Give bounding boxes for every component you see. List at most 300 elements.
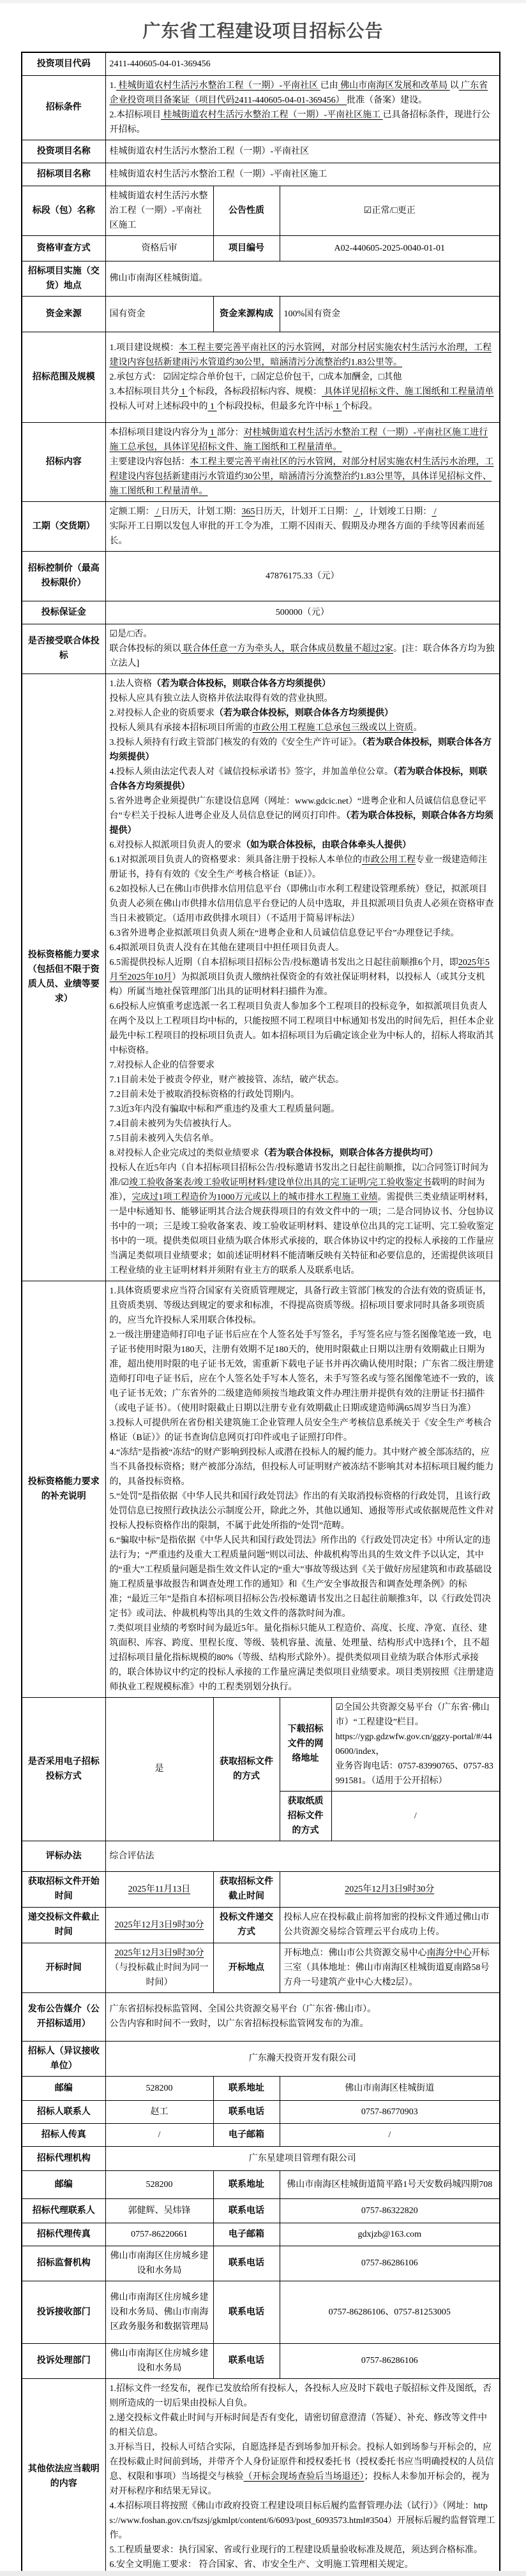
agency-contact-address-value xyxy=(280,2170,500,2198)
text-segment: 6.安全文明施工要求： 符合国家、省、市安全生产、文明施工管理相关规定。 xyxy=(109,2559,414,2570)
text-segment: 资金来源构成 xyxy=(220,309,273,319)
document-obtain-deadline-value xyxy=(280,1871,500,1907)
text-segment: 资格后审 xyxy=(141,243,177,253)
paragraph xyxy=(110,2381,496,2411)
text-segment: 是否采用电子招标投标方式 xyxy=(27,1756,100,1781)
text-segment: （若为联合体投标，则联合体各方均须提供） xyxy=(152,679,331,689)
tender-scope-and-scale-value xyxy=(105,332,500,422)
electronic-bidding-label xyxy=(22,1697,105,1841)
text-segment: 发布公告媒介（公开招标适用） xyxy=(27,2005,100,2029)
paragraph xyxy=(284,2227,496,2242)
text-segment: 电子邮箱 xyxy=(229,2229,264,2239)
paragraph xyxy=(110,794,496,838)
tender-project-name-value xyxy=(105,163,500,186)
text-segment: 3.本招标项目共分 xyxy=(109,386,179,397)
electronic-bidding-value xyxy=(105,1697,213,1841)
paragraph xyxy=(110,642,496,671)
complaint-handling-phone-value xyxy=(280,2343,500,2378)
text-segment: 已具备招标条件，现进行公开招标。 xyxy=(109,110,490,135)
text-segment: 7.5目前未被列入失信名单。 xyxy=(109,1133,219,1144)
project-number-value xyxy=(280,235,500,261)
agency-contact-address-label xyxy=(213,2170,280,2198)
tenderer-email-value xyxy=(280,2123,500,2146)
paragraph xyxy=(110,455,496,499)
text-segment: 市政公用工程 xyxy=(362,855,416,865)
paragraph xyxy=(110,1087,496,1102)
paragraph xyxy=(284,1946,496,1990)
text-segment: 1.法人资格 xyxy=(109,679,152,689)
agency-phone-label xyxy=(213,2198,280,2223)
paragraph xyxy=(284,2177,496,2192)
paragraph xyxy=(110,1161,496,1278)
document-obtain-start-time-value xyxy=(105,1871,213,1907)
paragraph xyxy=(110,1621,496,1695)
text-segment: 0757-86286106、0757-81253005 xyxy=(328,2307,451,2317)
paragraph xyxy=(110,1849,496,1864)
text-segment: 投诉接收部门 xyxy=(36,2307,91,2317)
text-segment: ；投标人未参加开标会的，视为对开标程序和结果无异议。 xyxy=(109,2471,490,2496)
table-row xyxy=(22,2246,500,2281)
text-segment: 招标代理机构 xyxy=(36,2153,91,2163)
text-segment: 528200 xyxy=(146,2083,173,2093)
text-segment: 1 xyxy=(207,427,217,438)
paragraph xyxy=(284,1910,496,1939)
paragraph xyxy=(110,307,209,321)
text-segment: 1.具体资质要求应当符合国家有关资质管理规定，具备行政主管部门核发的合法有效的资质证书，且资质类别、等级达到规定的要求和标准，不得提高资质等级。招标项目要求同时具备多项资质的，应当允许投标人采用联合体投标。 xyxy=(109,1286,492,1325)
text-segment: 0757-86770903 xyxy=(361,2107,418,2117)
text-segment: / xyxy=(388,2130,391,2140)
text-segment: 桂城街道农村生活污水整治工程（一期）-平南社区施工 xyxy=(109,169,327,179)
text-segment: 国有资金 xyxy=(109,309,146,319)
table-row xyxy=(22,186,500,235)
table-row xyxy=(22,75,500,140)
paragraph xyxy=(284,2081,496,2096)
table-row xyxy=(22,673,500,1281)
investment-project-name-value xyxy=(105,140,500,163)
text-segment: 7.2目前未处于被取消投标资格的行政处罚期内。 xyxy=(109,1089,299,1100)
text-segment: 工期（交货期） xyxy=(32,521,95,531)
text-segment: 本工程主要完善平南社区的污水管网，对部分村居实施农村生活污水治理，工程建设内容包括新建雨污水管道约30公里，暗涵清污分流整治约1.83公里等，具体详见招标文件、施工图纸和工程量清单。 xyxy=(109,457,494,496)
table-row xyxy=(22,296,500,332)
bidder-qualification-requirements-value xyxy=(105,673,500,1281)
paragraph xyxy=(110,691,496,706)
text-segment: 对桂城街道农村生活污水整治工程（一期）-平南社区施工进行施工总承包，具体详见招标文件、施工图纸和工程量清单。 xyxy=(109,427,488,452)
text-segment: 递交投标文件截止时间 xyxy=(27,1913,100,1937)
paragraph xyxy=(336,1809,496,1823)
text-segment: / xyxy=(353,506,361,517)
paragraph xyxy=(26,561,101,591)
paragraph xyxy=(284,1882,496,1897)
paragraph xyxy=(218,203,276,218)
postal-code-label xyxy=(22,2076,105,2100)
text-segment: 投标文件递交方式 xyxy=(220,1913,273,1937)
text-segment: gdxjzb@163.com xyxy=(357,2229,422,2239)
paragraph xyxy=(218,1874,276,1904)
fund-source-value xyxy=(105,296,213,332)
text-segment: 招标项目名称 xyxy=(36,169,91,179)
text-segment: 招标控制价（最高投标限价） xyxy=(27,564,100,588)
text-segment: 本招标项目建设内容分为 xyxy=(109,427,208,438)
paragraph xyxy=(218,1910,276,1939)
paragraph xyxy=(218,241,276,256)
paragraph xyxy=(110,706,496,721)
table-row xyxy=(22,2146,500,2170)
bid-submission-deadline-value xyxy=(105,1907,213,1943)
paragraph xyxy=(110,2017,496,2031)
bid-opening-time-value xyxy=(105,1943,213,1992)
paragraph xyxy=(110,385,496,399)
tenderer-fax-label xyxy=(22,2123,105,2146)
text-segment: A02-440605-2025-0040-01-01 xyxy=(334,243,445,253)
paragraph xyxy=(110,2051,496,2066)
paragraph xyxy=(26,1910,101,1939)
table-row xyxy=(22,1697,500,1791)
table-row xyxy=(22,2041,500,2076)
tender-agency-label xyxy=(22,2146,105,2170)
text-segment: 联系地址 xyxy=(229,2083,264,2093)
paragraph xyxy=(110,2151,496,2166)
tender-control-price-label xyxy=(22,551,105,601)
tender-conditions-value xyxy=(105,75,500,140)
text-segment: 招标代理联系人 xyxy=(32,2205,95,2216)
paragraph xyxy=(110,2128,209,2142)
supervision-authority-value xyxy=(105,2246,213,2281)
text-segment: 招标条件 xyxy=(45,103,82,112)
paragraph xyxy=(110,78,496,108)
text-segment: （与投标截止时间为同一时间） xyxy=(110,1962,209,1987)
paragraph xyxy=(26,2044,101,2073)
bid-bond-value xyxy=(105,601,500,624)
paragraph xyxy=(26,2305,101,2320)
paragraph xyxy=(218,1755,276,1784)
text-segment: 实际开工日期以发包人审批的开工令为准，工期不因雨天、假期及办理各方面的手续等因素而延长。 xyxy=(109,521,485,546)
paragraph xyxy=(110,941,496,955)
paragraph xyxy=(26,2353,101,2368)
table-row xyxy=(22,601,500,624)
text-segment: 投资项目名称 xyxy=(36,146,91,156)
text-segment: 专业一级建造师注册证书，持有有效的《安全生产考核合格证（B证）》。 xyxy=(109,855,487,880)
text-segment: 标段（包）名称 xyxy=(32,205,95,216)
paragraph xyxy=(336,1730,496,1759)
paragraph xyxy=(26,2081,101,2096)
text-segment: （如为联合体投标，由联合体牵头人提供） xyxy=(241,840,411,850)
supervision-phone-value xyxy=(280,2246,500,2281)
paragraph xyxy=(110,1328,496,1416)
agency-email-label xyxy=(213,2223,280,2246)
text-segment: 市政公用工程施工总承包三级或以上资质 xyxy=(252,723,414,733)
text-segment: 500000（元） xyxy=(275,607,329,617)
text-segment: 联系电话 xyxy=(229,2205,264,2216)
paragraph xyxy=(110,1416,496,1445)
paragraph xyxy=(26,1849,101,1864)
text-segment: 个标段，各标段招标内容、规模： xyxy=(188,386,322,397)
qualification-review-method-label xyxy=(22,235,105,261)
text-segment: 0757-86322820 xyxy=(361,2205,418,2216)
tender-project-name-label xyxy=(22,163,105,186)
text-segment: 南海分中心 xyxy=(426,1948,472,1958)
paragraph xyxy=(26,307,101,321)
paragraph xyxy=(110,1073,496,1087)
text-segment: 6.4拟派项目负责人没有在其他在建项目中担任项目负责人。 xyxy=(109,943,344,953)
text-segment: 竣工验收备案表/竣工验收证明材料/建设单位出具的完工证明/完工验收鉴定书 xyxy=(128,1177,432,1188)
contact-address-label xyxy=(213,2076,280,2100)
text-segment: 5.省外进粤企业须提供广东建设信息网（网址：www.gdcic.net）“进粤企业和人员诚信信息登记平台”专栏关于投标人进粤企业及人员信息登记的网页打印件。 xyxy=(109,796,487,821)
text-segment: 投诉处理部门 xyxy=(36,2356,91,2366)
project-number-label xyxy=(213,235,280,261)
evaluation-method-value xyxy=(105,1841,500,1871)
paragraph xyxy=(110,519,496,548)
announcement-nature-value xyxy=(280,186,500,235)
text-segment: 佛山市南海区住房城乡建设和水务局 xyxy=(110,2348,209,2373)
paragraph xyxy=(218,1961,276,1975)
page-title: 广东省工程建设项目招标公告 xyxy=(142,22,384,41)
paragraph xyxy=(110,1882,209,1897)
paragraph xyxy=(26,241,101,256)
text-segment: 投标人须具有承接本招标项目所需的 xyxy=(109,723,253,733)
text-segment: 开标地点 xyxy=(229,1962,264,1973)
paragraph xyxy=(284,203,496,218)
agency-fax-value xyxy=(105,2223,213,2246)
text-segment: 招标人联系人 xyxy=(36,2107,91,2117)
text-segment: 佛山市南海区住房城乡建设和水务局 xyxy=(110,2251,209,2276)
paragraph xyxy=(218,2305,276,2320)
text-segment: （若为联合体投标，则联合体各方均须提供） xyxy=(214,708,393,718)
contact-address-value xyxy=(280,2076,500,2100)
evaluation-method-label xyxy=(22,1841,105,1871)
text-segment: 赵工 xyxy=(150,2107,169,2117)
investment-project-code-value xyxy=(105,52,500,75)
text-segment: 获取招标文件开始时间 xyxy=(27,1877,100,1901)
complaint-receiving-department-value xyxy=(105,2281,213,2343)
text-segment: 具体详见招标文件、施工图纸和工程量清单 xyxy=(322,386,494,397)
bid-submission-deadline-label xyxy=(22,1907,105,1943)
text-segment: 4.投标人须由法定代表人对《诚信投标承诺书》签字，并加盖单位公章。 xyxy=(109,767,393,777)
text-segment: 2.承包方式： ☑固定综合单价包干，□固定总价包干，□成本加酬金，□其他 xyxy=(109,372,402,382)
text-segment: / xyxy=(414,1811,417,1821)
text-segment: 6.6投标人应慎重考虑选派一名工程项目负责人参加多个工程项目的投标竞争，如拟派项目负责人在两个及以上工程项目均中标的，只能按照不同工程项目中标通知书发出的时间先后，担任本企业最先中标工程项目的投标项目负责人。如本招标项目为后确定该企业为中标人的，招标人将取消其中标资格。 xyxy=(109,1001,494,1056)
agency-postal-code-value xyxy=(105,2170,213,2198)
text-segment: 4.本招标项目将按照《佛山市政府投资工程建设项目标后履约监督管理办法（试行）》（网址：https://www.foshan.gov.cn/fszsj/gkmlpt/content/6/6093/post_6093573.html#3504）开展标后履约监督管理工作。 xyxy=(109,2501,495,2540)
paragraph xyxy=(218,2227,276,2242)
paragraph xyxy=(110,2440,496,2499)
text-segment: ，计划竣工日期： xyxy=(360,506,432,517)
tenderer-phone-label xyxy=(213,2100,280,2123)
text-segment: 个标段。 xyxy=(342,401,378,411)
text-segment: 招标人（异议接收单位） xyxy=(27,2046,100,2071)
text-segment: （若为联合体投标，则联合体各方均须提供） xyxy=(109,767,487,791)
paragraph xyxy=(110,999,496,1058)
paragraph xyxy=(336,1759,496,1788)
text-segment: 电子邮箱 xyxy=(229,2130,264,2140)
paragraph xyxy=(110,1131,496,1146)
text-segment: 项目编号 xyxy=(229,243,264,253)
text-segment: 7.类似项目业绩的考察时间为最近5年。量化指标只能从工程造价、高度、长度、净宽、直径、建筑面积、库容、跨度、里程长度、等级、装机容量、流量、处理量、结构形式中选择1个，且不超过招标项目量化指标规模的80%（等级、结构形式除外）。提供类似项目业绩为联合体形式承接的，联合体协议中约定的投标人承接的工作量应满足类似项目业绩要求。项目类别按照《注册建造师执业工程规模标准》中的工程类别划分执行。 xyxy=(109,1623,494,1692)
table-row xyxy=(22,501,500,551)
table-row xyxy=(22,1841,500,1871)
table-row xyxy=(22,1943,500,1992)
other-required-content-value xyxy=(105,2378,500,2575)
paragraph xyxy=(110,627,496,642)
page-bottom-edge xyxy=(0,2571,526,2576)
paragraph xyxy=(26,948,101,1006)
consortium-bidding-accepted-label xyxy=(22,624,105,673)
text-segment: 是否接受联合体投标 xyxy=(27,637,100,661)
text-segment: 主要建设内容包括： xyxy=(109,457,190,467)
paragraph xyxy=(26,167,101,182)
text-segment: https://ygp.gdzwfw.gov.cn/ggzy-portal/#/440600/index， xyxy=(335,1732,492,1756)
paragraph xyxy=(110,1058,496,1073)
text-segment: 开标三室（具体地址：佛山市南海区桂城街道夏南路58号方舟一号建筑产业中心大楼2层）。 xyxy=(283,1948,490,1987)
agency-email-value xyxy=(280,2223,500,2246)
paragraph xyxy=(110,1284,496,1328)
paragraph xyxy=(26,2227,101,2242)
text-segment: 获取纸质招标文件的方式 xyxy=(287,1796,324,1836)
paragraph xyxy=(218,2353,276,2368)
paragraph xyxy=(26,1755,101,1784)
text-segment: 1.招标文件一经发布，视作已发放给所有投标人，各投标人应及时下载电子版招标文件及图纸，否则所造成的一切后果由投标人自负。 xyxy=(109,2383,492,2408)
text-segment: 1 xyxy=(179,386,188,397)
text-segment: ☑全国公共资源交易平台（广东省·佛山市）“工程建设”栏目。 xyxy=(335,1702,490,1727)
bid-submission-method-value xyxy=(280,1907,500,1943)
paragraph xyxy=(110,853,496,882)
bid-opening-location-value xyxy=(280,1943,500,1992)
text-segment: 获取招标文件截止时间 xyxy=(220,1877,273,1901)
construction-period-label xyxy=(22,501,105,551)
paragraph xyxy=(110,2290,209,2334)
text-segment: 8.对投标人企业完成过的类似业绩要求 xyxy=(109,1148,259,1158)
text-segment: 公告性质 xyxy=(229,205,264,216)
text-segment: 1 xyxy=(333,401,342,411)
paragraph xyxy=(110,2543,496,2558)
text-segment: 日历天，计划开工日期： xyxy=(255,506,354,517)
paragraph xyxy=(26,144,101,159)
paragraph xyxy=(110,108,496,137)
text-segment: 0757-86286106 xyxy=(361,2258,418,2268)
fund-source-label xyxy=(22,296,105,332)
paragraph xyxy=(110,1102,496,1117)
paragraph xyxy=(284,1722,327,1766)
text-segment: 招标范围及规模 xyxy=(32,372,95,382)
agency-fax-label xyxy=(22,2223,105,2246)
text-segment: 1.项目建设规模： xyxy=(109,342,179,353)
paragraph xyxy=(110,882,496,926)
paragraph xyxy=(110,765,496,794)
paragraph xyxy=(110,271,496,286)
paragraph xyxy=(218,307,276,321)
table-row xyxy=(22,2281,500,2343)
text-segment: 是 xyxy=(154,1764,164,1774)
text-segment: 郭健辉、吴炜锋 xyxy=(128,2205,191,2216)
implementation-location-label xyxy=(22,261,105,296)
bid-bond-label xyxy=(22,601,105,624)
text-segment: 7.4目前未被列为失信被执行人。 xyxy=(109,1119,237,1129)
text-segment: 佛山市南海区住房城乡建设和水务局、佛山市南海区政务服务和数据管理局 xyxy=(110,2292,209,2332)
agency-contact-label xyxy=(22,2198,105,2223)
supervision-phone-label xyxy=(213,2246,280,2281)
paragraph xyxy=(26,1874,101,1904)
table-row xyxy=(22,2343,500,2378)
text-segment: 2025年12月3日9时30分 xyxy=(114,1948,204,1958)
text-segment: 4.“冻结”是指被“冻结”的财产影响到投标人或潜在投标人的履约能力。其中财产被全部冻结的，应当不具备投标资格；财产被部分冻结，但投标人可证明财产被冻结不影响其对本招标项目履约能力的，具备投标资格。 xyxy=(109,1447,494,1487)
table-row xyxy=(22,2100,500,2123)
text-segment: 开标时间 xyxy=(45,1962,82,1973)
paragraph xyxy=(110,569,496,584)
text-segment: 联合体任意一方为牵头人，联合体成员数量不超过2家 xyxy=(181,644,393,654)
table-row xyxy=(22,332,500,422)
paragraph xyxy=(110,2105,209,2119)
paragraph xyxy=(26,2204,101,2218)
text-segment: 桂城街道农村生活污水整治工程（一期）-平南社区施工 xyxy=(161,110,383,120)
text-segment: （开标会现场查验后当场退还） xyxy=(243,2471,364,2482)
paragraph xyxy=(218,2256,276,2271)
paragraph xyxy=(110,1533,496,1621)
complaint-receiving-department-label xyxy=(22,2281,105,2343)
text-segment: 3.投标人须持有行政主管部门核发的有效的《安全生产许可证》。 xyxy=(109,737,362,747)
text-segment: 5.“处罚”是指依据《中华人民共和国行政处罚法》作出的有关取消投标资格的行政处罚，且该行政处罚信息已按照行政执法公示制度公开，除此之外，其他以通知、通报等形式或依据规范性文件对投标人投标资格作出的限制，不属于此处所指的“处罚”范畴。 xyxy=(109,1491,494,1531)
table-row xyxy=(22,235,500,261)
paragraph xyxy=(26,2462,101,2491)
paragraph xyxy=(218,2204,276,2218)
text-segment: 联系电话 xyxy=(229,2258,264,2268)
text-segment: 投标人在近5年内（自本招标项目招标公告/投标邀请书发出之日起往前顺推，以□合同签订时间为准/☑ xyxy=(109,1163,488,1188)
paragraph xyxy=(110,677,496,691)
postal-code-value xyxy=(105,2076,213,2100)
text-segment: 3.开标当日，投标人可结合实际，自愿选择是否到场参加开标会。投标人如到场参与开标会的，应在投标截止时间前到场，并带齐个人身份证原件和授权委托书（授权委托书应当明确授权的人员信息、权限和事项）当场提交与核验 xyxy=(109,2442,494,2482)
text-segment: 2025年11月13日 xyxy=(128,1884,191,1894)
paragraph xyxy=(110,2002,496,2017)
implementation-location-value xyxy=(105,261,500,296)
paragraph xyxy=(26,519,101,534)
text-segment: （若为联合体投标，则联合体各方均须提供） xyxy=(109,811,493,835)
table-row xyxy=(22,261,500,296)
paragraph xyxy=(110,370,496,385)
text-segment: 联系电话 xyxy=(229,2356,264,2366)
tenderer-contact-label xyxy=(22,2100,105,2123)
text-segment: 2.本招标项目 xyxy=(109,110,161,120)
text-segment: 批准（备案）建设。 xyxy=(347,95,428,105)
text-segment: 。需提供三类业绩证明材料，一是中标通知书、能够证明其合法合规获得项目的有效文件中的一项；二是合同协议书、分包协议书中的一项；三是竣工验收备案表、竣工验收证明材料、建设单位出具的完工证明、完工验收鉴定书中的一项。提供类似项目业绩为联合体形式承接的，联合体协议中约定的投标人承接的工作量应当满足类似项目业绩要求；如前述证明材料不能清晰反映有关特征和必要信息的，还需提供该项目工程业绩的业主证明材料并须附有业主方的联系人及联系电话。 xyxy=(109,1192,494,1276)
qualification-supplementary-notes-label xyxy=(22,1281,105,1697)
table-row xyxy=(22,551,500,601)
paragraph xyxy=(110,144,496,159)
text-segment: / xyxy=(154,506,162,517)
text-segment: 佛山市南海区发展和改革局 xyxy=(338,80,450,91)
bidder-qualification-requirements-label xyxy=(22,673,105,1281)
supervision-authority-label xyxy=(22,2246,105,2281)
text-segment: 公告内容和时间不一致时，以广东省招标投标监管网发布的为准。 xyxy=(109,2019,369,2029)
text-segment: 定额工期： xyxy=(109,506,154,517)
tender-announcement-table xyxy=(21,52,500,2576)
tender-content-label xyxy=(22,422,105,501)
paragraph xyxy=(110,167,496,182)
paper-document-method-value xyxy=(331,1791,500,1841)
text-segment: 业务咨询电话：0757-83990765、0757-83991581。（适用于公开招标） xyxy=(335,1761,493,1786)
consortium-bidding-accepted-value xyxy=(105,624,500,673)
text-segment: 7.1目前未处于被责令停业，财产被接管、冻结，破产状态。 xyxy=(109,1075,344,1085)
text-segment: 投标保证金 xyxy=(41,607,86,617)
paragraph xyxy=(110,2411,496,2440)
paragraph xyxy=(284,307,496,321)
text-segment: 投标人应具有独立法人资格并依法取得有效的营业执照。 xyxy=(109,693,333,703)
complaint-receiving-phone-label xyxy=(213,2281,280,2343)
fund-source-composition-label xyxy=(213,296,280,332)
text-segment: 联系电话 xyxy=(229,2107,264,2117)
table-row xyxy=(22,140,500,163)
other-required-content-label xyxy=(22,2378,105,2575)
text-segment: 0757-86286106 xyxy=(361,2356,418,2366)
text-segment: 开标地点：佛山市公共资源交易中心 xyxy=(283,1948,427,1958)
paragraph xyxy=(110,341,496,370)
